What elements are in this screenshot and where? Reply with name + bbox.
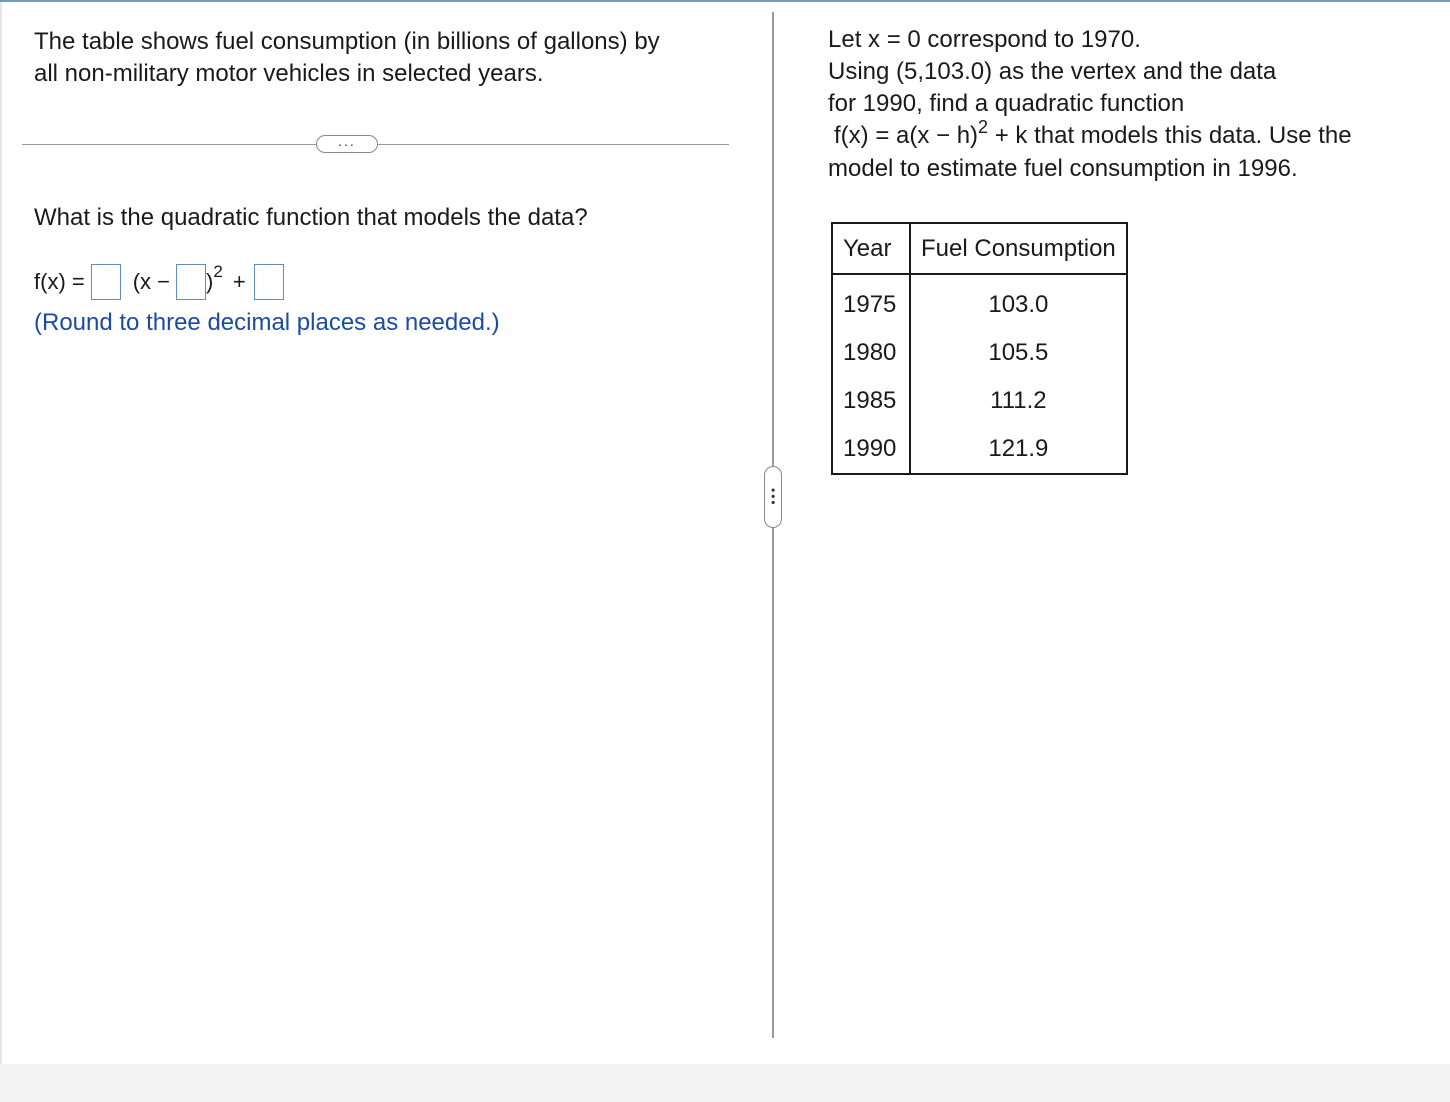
expand-more-button[interactable]: [316, 135, 378, 153]
statement-line-3: for 1990, find a quadratic function: [828, 90, 1185, 117]
statement-line-2: Using (5,103.0) as the vertex and the data: [828, 58, 1277, 85]
cell-fuel: 111.2: [990, 387, 1047, 414]
answer-box-a[interactable]: [91, 264, 121, 300]
statement-formula-line: [828, 117, 1428, 153]
answer-box-h[interactable]: [176, 264, 206, 300]
answer-box-k[interactable]: [254, 264, 284, 300]
header-year: Year: [832, 223, 910, 274]
cell-fuel: 121.9: [988, 435, 1049, 462]
cell-fuel: 103.0: [988, 291, 1049, 318]
more-dots-icon: ...: [338, 133, 356, 149]
intro-line-2: all non-military motor vehicles in selected years.: [34, 60, 544, 87]
intro-text: [34, 26, 734, 90]
splitter-handle[interactable]: [764, 466, 782, 528]
table-row: [832, 377, 1127, 425]
cell-year: 1980: [832, 329, 910, 377]
statement-line-5: model to estimate fuel consumption in 1996.: [828, 155, 1298, 182]
data-panel: [790, 0, 1440, 1064]
statement-line-1: Let x = 0 correspond to 1970.: [828, 26, 1141, 53]
vertical-dots-icon: •••: [766, 487, 780, 507]
problem-statement: [828, 24, 1428, 185]
question-text: What is the quadratic function that models the data?: [34, 204, 588, 231]
table-row: [832, 274, 1127, 329]
cell-year: 1985: [832, 377, 910, 425]
fuel-consumption-table: [831, 222, 1128, 475]
formula-plus: +: [232, 269, 246, 294]
header-fuel-consumption: Fuel Consumption: [910, 223, 1127, 274]
cell-year: 1990: [832, 425, 910, 474]
intro-line-1: The table shows fuel consumption (in billions of gallons) by: [34, 28, 660, 55]
formula-lhs: f(x) =: [34, 269, 85, 294]
statement-formula-suffix: + k that models this data. Use the: [988, 122, 1352, 149]
table-header-row: [832, 223, 1127, 274]
answer-formula: [34, 262, 284, 302]
formula-paren-close: ): [206, 269, 214, 294]
statement-formula-exponent: 2: [978, 117, 989, 137]
cell-year: 1975: [832, 274, 910, 329]
formula-paren-open: (x −: [132, 269, 171, 294]
statement-formula-prefix: f(x) = a(x − h): [834, 122, 979, 149]
table-row: [832, 329, 1127, 377]
table-row: [832, 425, 1127, 474]
cell-fuel: 105.5: [988, 339, 1049, 366]
rounding-hint: (Round to three decimal places as needed.): [34, 309, 500, 336]
formula-exponent: 2: [213, 262, 223, 281]
footer-bar: [0, 1064, 1450, 1102]
